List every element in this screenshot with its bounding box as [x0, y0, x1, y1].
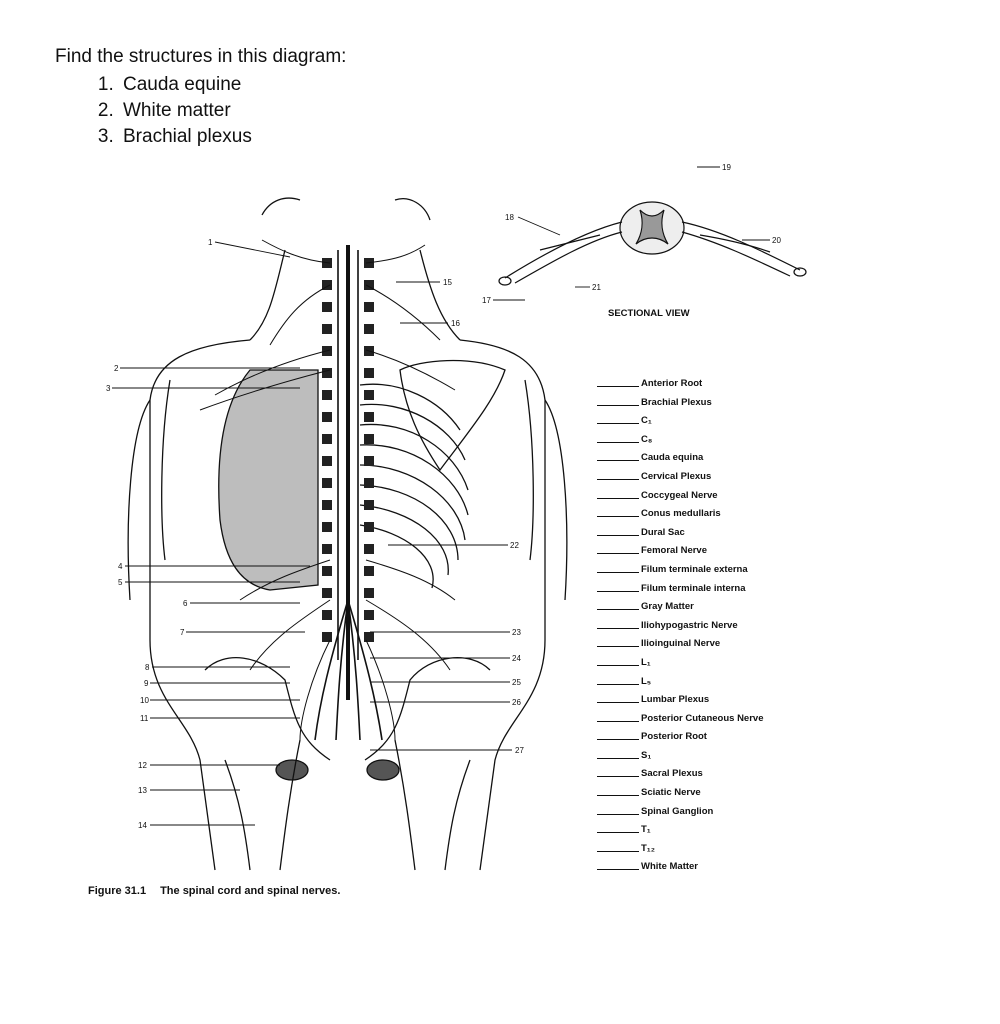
key-row [597, 395, 797, 414]
key-term: C₈ [641, 433, 653, 445]
structure-item: 1. Cauda equine [119, 72, 346, 98]
callout-22: 22 [510, 541, 519, 550]
key-term: Conus medullaris [641, 508, 721, 520]
key-row [597, 376, 797, 395]
key-term: T₁ [641, 824, 651, 836]
rib-cage [360, 384, 468, 588]
key-row [597, 841, 797, 860]
key-row [597, 822, 797, 841]
figure-caption [88, 885, 340, 897]
answer-blank [597, 646, 639, 647]
callout-23: 23 [512, 628, 521, 637]
nerve-root-left [505, 222, 622, 283]
callout-12: 12 [138, 761, 147, 770]
callout-24: 24 [512, 654, 521, 663]
key-term: Femoral Nerve [641, 545, 708, 557]
key-term: Ilioinguinal Nerve [641, 638, 721, 650]
skull-outline [262, 198, 430, 220]
callout-18: 18 [505, 213, 514, 222]
key-term: White Matter [641, 861, 698, 873]
key-row [597, 581, 797, 600]
key-term: Brachial Plexus [641, 396, 712, 408]
key-term: Spinal Ganglion [641, 805, 714, 817]
answer-key-list [597, 376, 797, 878]
callout-10: 10 [140, 696, 149, 705]
key-row [597, 859, 797, 878]
answer-blank [597, 553, 639, 554]
answer-blank [597, 702, 639, 703]
key-term: Cervical Plexus [641, 470, 712, 482]
hip-socket [367, 760, 399, 780]
key-term: Cauda equina [641, 452, 704, 464]
callout-13: 13 [138, 786, 147, 795]
sectional-view [499, 202, 806, 285]
key-row [597, 692, 797, 711]
lung-region [219, 370, 318, 590]
answer-blank [597, 832, 639, 833]
callout-26: 26 [512, 698, 521, 707]
key-row [597, 525, 797, 544]
sciatic-nerve-path [280, 740, 415, 870]
scapula-shape [400, 361, 505, 470]
callout-16: 16 [451, 319, 460, 328]
key-row [597, 636, 797, 655]
key-term: Filum terminale interna [641, 582, 746, 594]
key-term: Iliohypogastric Nerve [641, 619, 738, 631]
key-term: S₁ [641, 749, 652, 761]
callout-25: 25 [512, 678, 521, 687]
key-row [597, 562, 797, 581]
key-row [597, 655, 797, 674]
callout-3: 3 [106, 384, 111, 393]
callout-19: 19 [722, 163, 731, 172]
answer-blank [597, 460, 639, 461]
callout-21: 21 [592, 283, 601, 292]
answer-blank [597, 869, 639, 870]
answer-blank [597, 591, 639, 592]
callout-11: 11 [140, 714, 149, 723]
key-term: Lumbar Plexus [641, 694, 710, 706]
answer-blank [597, 442, 639, 443]
answer-blank [597, 572, 639, 573]
key-term: Sciatic Nerve [641, 787, 701, 799]
key-row [597, 785, 797, 804]
key-term: C₁ [641, 415, 652, 427]
nerve-root-right [682, 222, 800, 276]
callout-20: 20 [772, 236, 781, 245]
key-row [597, 618, 797, 637]
answer-blank [597, 739, 639, 740]
answer-blank [597, 535, 639, 536]
answer-blank [597, 758, 639, 759]
key-row [597, 543, 797, 562]
callout-5: 5 [118, 578, 123, 587]
answer-blank [597, 776, 639, 777]
callout-7: 7 [180, 628, 185, 637]
structure-item: 3. Brachial plexus [119, 124, 346, 150]
sectional-view-title: SECTIONAL VIEW [608, 308, 690, 319]
key-row [597, 804, 797, 823]
prompt-heading: Find the structures in this diagram: [55, 46, 347, 67]
answer-blank [597, 479, 639, 480]
structure-item: 2. White matter [119, 98, 346, 124]
answer-blank [597, 665, 639, 666]
key-row [597, 413, 797, 432]
key-row [597, 432, 797, 451]
key-term: Sacral Plexus [641, 768, 703, 780]
answer-blank [597, 851, 639, 852]
callout-17: 17 [482, 296, 491, 305]
callout-6: 6 [183, 599, 188, 608]
callout-4: 4 [118, 562, 123, 571]
spinal-column [315, 245, 382, 740]
answer-blank [597, 386, 639, 387]
callout-9: 9 [144, 679, 149, 688]
figure-caption-text: The spinal cord and spinal nerves. [160, 885, 341, 897]
key-row [597, 674, 797, 693]
key-row [597, 766, 797, 785]
callout-15: 15 [443, 278, 452, 287]
hip-socket [276, 760, 308, 780]
answer-blank [597, 721, 639, 722]
key-row [597, 488, 797, 507]
answer-blank [597, 498, 639, 499]
answer-blank [597, 814, 639, 815]
figure-label: Figure 31.1 [88, 885, 147, 897]
key-row [597, 599, 797, 618]
key-term: L₅ [641, 675, 652, 687]
key-term: Anterior Root [641, 378, 703, 389]
key-term: Posterior Root [641, 731, 707, 743]
key-term: Filum terminale externa [641, 563, 748, 575]
callout-14: 14 [138, 821, 147, 830]
answer-blank [597, 609, 639, 610]
key-row [597, 711, 797, 730]
key-term: L₁ [641, 656, 651, 668]
answer-blank [597, 423, 639, 424]
key-row [597, 506, 797, 525]
key-term: Dural Sac [641, 526, 685, 538]
callout-2: 2 [114, 364, 119, 373]
key-term: Posterior Cutaneous Nerve [641, 712, 764, 724]
answer-blank [597, 516, 639, 517]
answer-blank [597, 405, 639, 406]
key-term: Gray Matter [641, 601, 694, 613]
answer-blank [597, 795, 639, 796]
callout-27: 27 [515, 746, 524, 755]
callout-1: 1 [208, 238, 213, 247]
callout-8: 8 [145, 663, 150, 672]
answer-blank [597, 684, 639, 685]
key-row [597, 469, 797, 488]
key-term: T₁₂ [641, 842, 655, 854]
answer-blank [597, 628, 639, 629]
key-row [597, 748, 797, 767]
key-term: Coccygeal Nerve [641, 489, 718, 501]
key-row [597, 450, 797, 469]
key-row [597, 729, 797, 748]
